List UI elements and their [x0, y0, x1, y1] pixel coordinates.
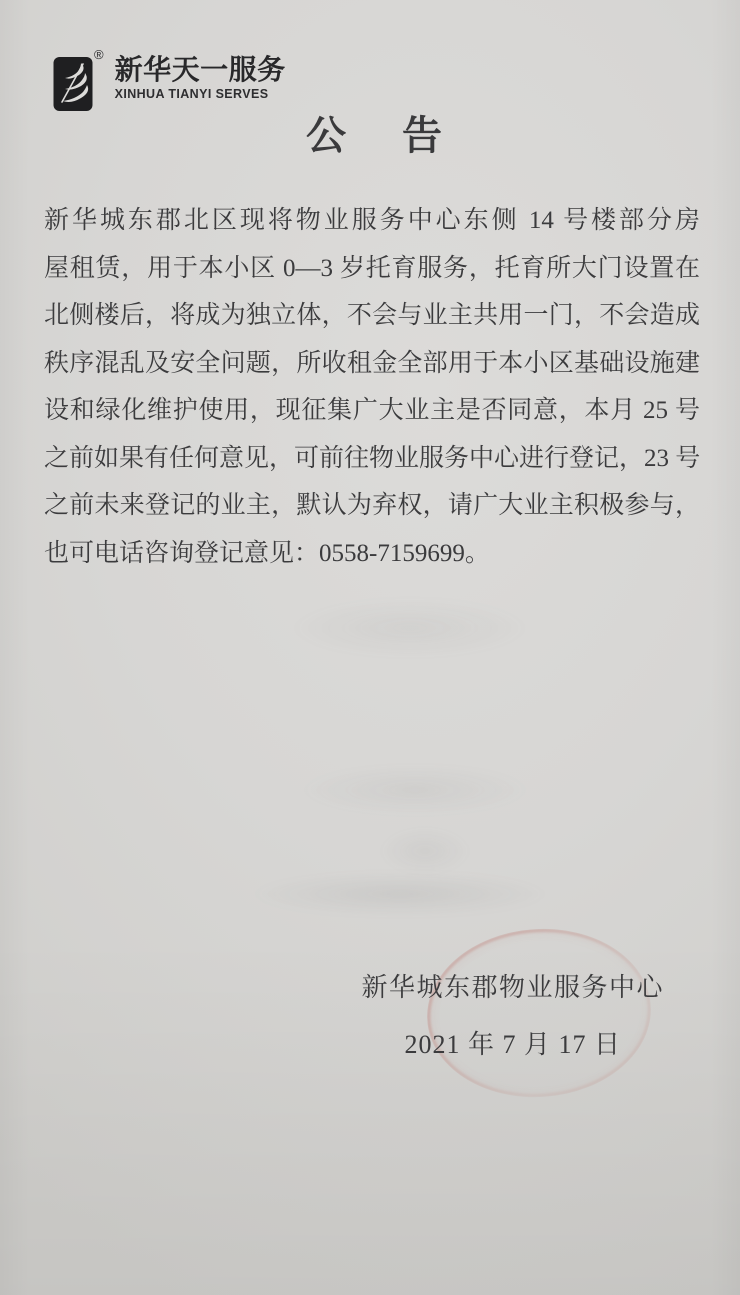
bleed-through-mark [300, 765, 530, 815]
body-line: 新华城东郡北区现将物业服务中心东侧 14 号楼部分房 [44, 207, 700, 234]
brand-header [53, 46, 286, 112]
body-line: 屋租赁，用于本小区 0—3 岁托育服务，托育所大门设置在 [44, 254, 700, 282]
signature-date: 2021 年 7 月 17 日 [404, 1030, 621, 1059]
bleed-through-mark [250, 872, 550, 916]
brand-name-cn: 新华天一服务 [114, 54, 286, 85]
body-line: 秩序混乱及安全问题，所收租金全部用于本小区基础设施建 [44, 349, 700, 377]
body-line: 设和绿化维护使用，现征集广大业主是否同意，本月 25 号 [44, 397, 700, 424]
registered-trademark-symbol: ® [94, 47, 104, 62]
signature-block [361, 970, 664, 1061]
notice-title: 公 告 [306, 113, 450, 158]
signature-org: 新华城东郡物业服务中心 [361, 973, 664, 1002]
notice-body [44, 197, 700, 577]
body-line: 也可电话咨询登记意见：0558-7159699。 [44, 539, 490, 567]
bleed-through-mark [290, 598, 530, 658]
body-line: 之前未来登记的业主，默认为弃权，请广大业主积极参与， [44, 492, 700, 519]
bleed-through-mark [380, 828, 470, 874]
body-line: 之前如果有任何意见，可前往物业服务中心进行登记，23 号 [44, 444, 701, 472]
brand-name-en: XINHUA TIANYI SERVES [114, 87, 269, 101]
body-line: 北侧楼后，将成为独立体，不会与业主共用一门，不会造成 [44, 302, 700, 329]
brand-text [115, 54, 286, 101]
